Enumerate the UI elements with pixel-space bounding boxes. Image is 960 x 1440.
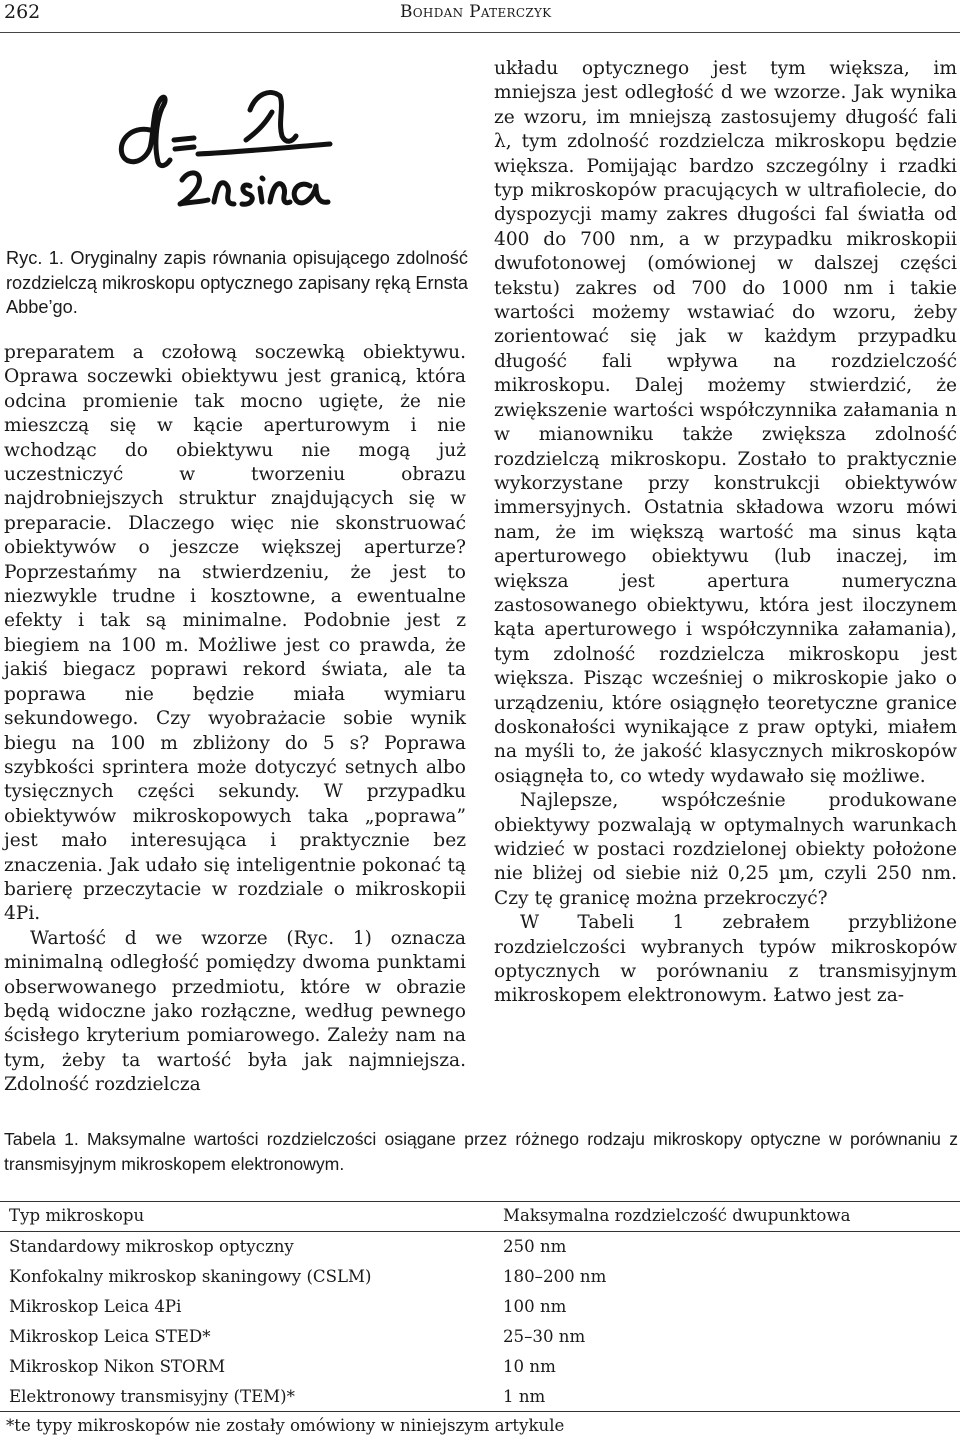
table-cell-type: Elektronowy transmisyjny (TEM)* — [9, 1387, 295, 1406]
body-paragraph: układu optycznego jest tym większa, im mniejsza jest odległość d we wzorze. Jak wynika ze wzoru, im mniejszą zastosujemy długość fali λ, tym zdolność rozdzielcza mikroskopu będzie większa. Pomijając bardzo szczególny i rzadki typ mikroskopów pracujących w ultrafiolecie, do dyspozycji mamy zakres długości fal światła od 400 do 700 nm, a w przypadku mikroskopii dwufotonowej (omówionej w dalszej części tekstu) zakres od 700 do 1000 nm i takie wartości możemy wstawiać do wzoru, żeby zorientować się jak w każdym przypadku długość fali wpływa na rozdzielczość mikroskopu. Dalej możemy stwierdzić, że zwiększenie wartości współczynnika załamania n w mianowniku także zwiększa zdolność rozdzielczą mikroskopu. Zostało to praktycznie wykorzystane przy konstrukcji obiektywów immersyjnych. Ostatnia składowa wzoru mówi nam, że im większą wartość ma sinus kąta aperturowego obiektywu (lub inaczej, im większa jest apertura numeryczna zastosowanego obiektywu, która jest iloczynem kąta aperturowego i współczynnika załamania), tym zdolność rozdzielcza mikroskopu jest większa. Pisząc wcześniej o mikroskopie jako o urządzeniu, które osiągnęło teoretyczne granice doskonałości wynikające z praw optyki, miałem na myśli to, że jakość klasycznych mikroskopów osiągnęła to, co wtedy wydawało się możliwe. — [494, 58, 957, 787]
table-row — [0, 1322, 960, 1352]
table-cell-type: Mikroskop Leica 4Pi — [9, 1297, 182, 1316]
body-paragraph: Najlepsze, współcześnie produkowane obiektywy pozwalają w optymalnych warunkach widzieć w postaci rozdzielonej obiekty położone nie bliżej od siebie niż 0,25 µm, czyli 250 nm. Czy tę granicę można przekroczyć? — [494, 790, 957, 909]
table-row — [0, 1292, 960, 1322]
table-cell-type: Mikroskop Leica STED* — [9, 1327, 211, 1346]
table-header-type: Typ mikroskopu — [9, 1206, 145, 1225]
table-bottom-rule — [0, 1411, 960, 1412]
handwritten-formula-figure — [110, 82, 350, 222]
table-row — [0, 1262, 960, 1292]
body-paragraph: Wartość d we wzorze (Ryc. 1) oznacza minimalną odległość pomiędzy dwoma punktami obserwowanego przedmiotu, które w obrazie będą widoczne jako rozłączne, według pewnego ścisłego kryterium pomiarowego. Zależy nam na tym, żeby ta wartość była jak najmniejsza. Zdolność rozdzielcza — [4, 927, 466, 1096]
page-number: 262 — [4, 1, 41, 23]
table-cell-type: Standardowy mikroskop optyczny — [9, 1237, 294, 1256]
table-cell-resolution: 100 nm — [503, 1297, 567, 1316]
handwritten-formula-image — [110, 82, 350, 222]
body-paragraph: preparatem a czołową soczewką obiektywu. Oprawa soczewki obiektywu jest granicą, która odcina promienie tak mocno ugięte, że nie mieszczą się w kącie aperturowym i nie wchodząc do obiektywu nie mogą już uczestniczyć w tworzeniu obrazu najdrobniejszych struktur znajdujących się w preparacie. Dlaczego więc nie skonstruować obiektywów o jeszcze większej aperturze? Poprzestańmy na stwierdzeniu, że jest to niezwykle trudne i kosztowne, a ewentualne efekty i tak są minimalne. Podobnie jest z biegiem na 100 m. Możliwe jest co prawda, że jakiś biegacz poprawi rekord świata, ale ta poprawa nie będzie miała wymiaru sekundowego. Czy wyobrażacie sobie wynik biegu na 100 m zbliżony do 5 s? Poprawa szybkości sprintera może dotyczyć setnych albo tysięcznych części sekundy. W przypadku obiektywów mikroskopowych taka „poprawa” jest mało interesująca i praktycznie bez znaczenia. Jak udało się inteligentnie pokonać tą barierę przeczytacie w rozdziale o mikroskopii 4Pi. — [4, 342, 466, 925]
table-cell-type: Konfokalny mikroskop skaningowy (CSLM) — [9, 1267, 372, 1286]
table-cell-resolution: 180–200 nm — [503, 1267, 607, 1286]
running-head: Bohdan Paterczyk — [400, 2, 552, 22]
table-row — [0, 1382, 960, 1412]
right-text-column — [494, 57, 957, 1009]
page-header — [0, 0, 960, 28]
table-row — [0, 1352, 960, 1382]
table-header-resolution: Maksymalna rozdzielczość dwupunktowa — [503, 1206, 851, 1225]
header-rule — [0, 32, 960, 33]
body-paragraph: W Tabeli 1 zebrałem przybliżone rozdzielczości wybranych typów mikroskopów optycznych w porównaniu z transmisyjnym mikroskopem elektronowym. Łatwo jest za- — [494, 912, 957, 1007]
table-header-row — [0, 1201, 960, 1231]
table-cell-resolution: 25–30 nm — [503, 1327, 586, 1346]
table-caption: Tabela 1. Maksymalne wartości rozdzielczości osiągane przez różnego rodzaju mikroskopy optyczne w porównaniu z transmisyjnym mikroskopem elektronowym. — [4, 1129, 958, 1174]
table-cell-type: Mikroskop Nikon STORM — [9, 1357, 226, 1376]
figure-caption: Ryc. 1. Oryginalny zapis równania opisującego zdolność rozdzielczą mikroskopu optycznego zapisany ręką Ernsta Abbe’go. — [6, 248, 468, 318]
table-cell-resolution: 1 nm — [503, 1387, 546, 1406]
table-cell-resolution: 250 nm — [503, 1237, 567, 1256]
left-text-column — [4, 341, 466, 1098]
table-cell-resolution: 10 nm — [503, 1357, 556, 1376]
table-row — [0, 1232, 960, 1262]
table-footnote: *te typy mikroskopów nie zostały omówiony w niniejszym artykule — [6, 1416, 565, 1435]
